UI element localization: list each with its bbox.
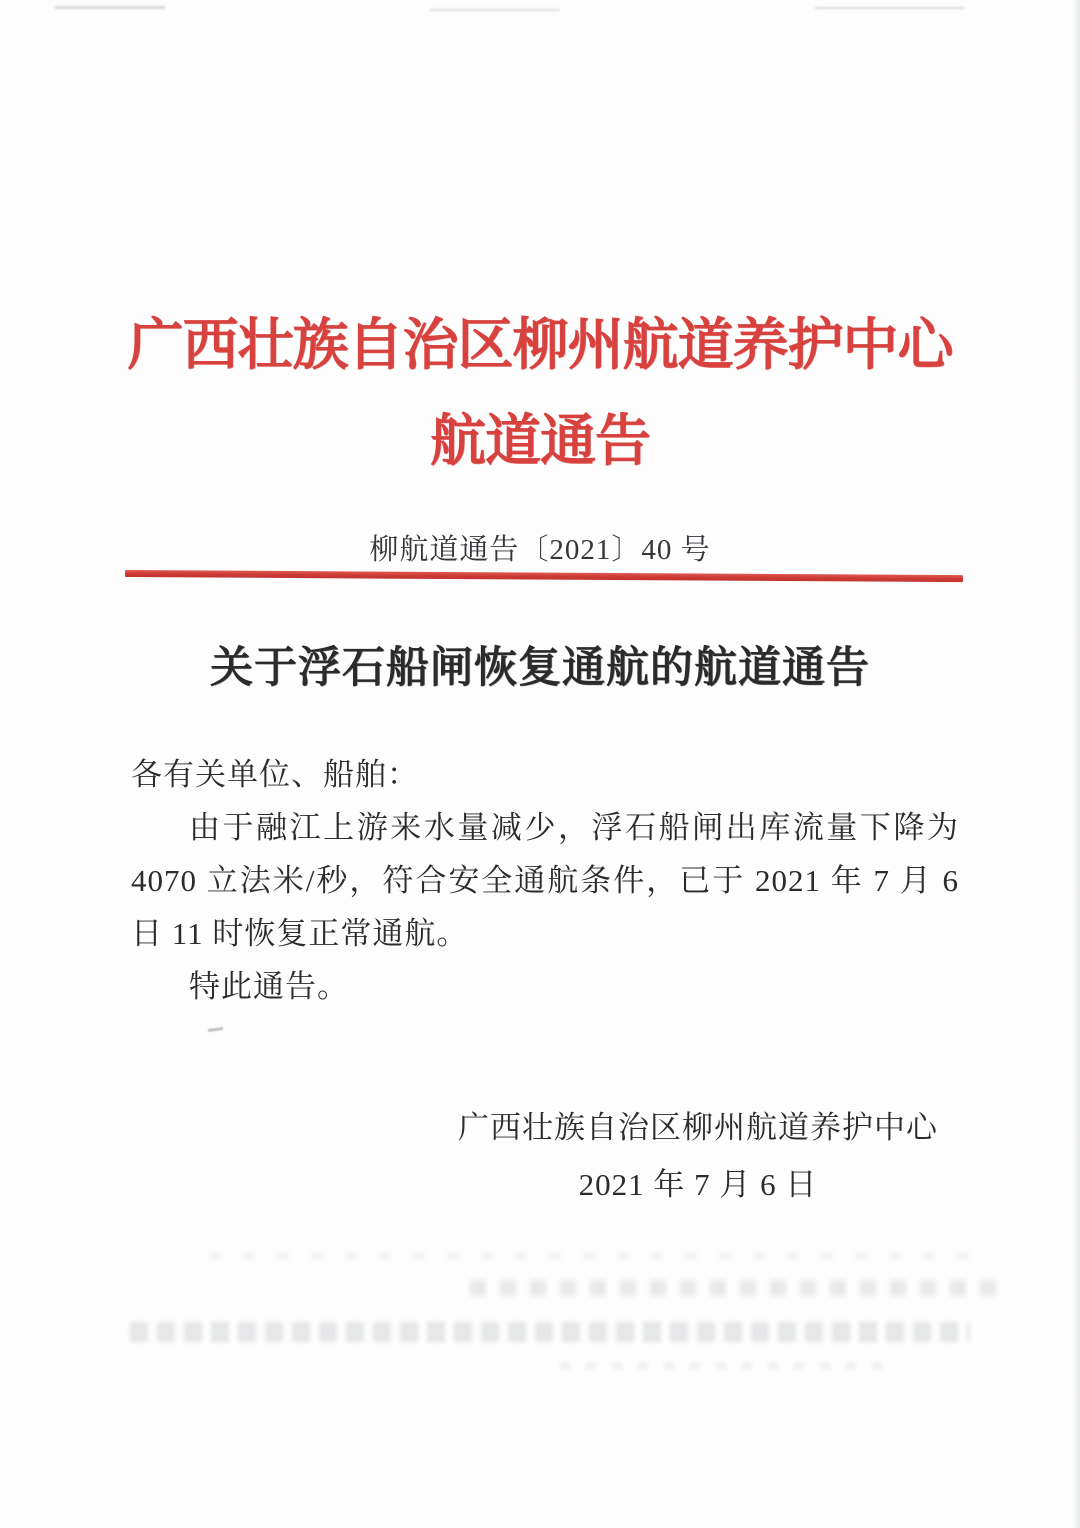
signature-block: [458, 1099, 938, 1213]
closing-line: 特此通告。: [189, 969, 349, 1004]
bleed-through-artifact: [210, 1253, 970, 1259]
body-paragraph: 由于融江上游来水量减少，浮石船闸出库流量下降为 4070 立法米/秒，符合安全通航条件，已于 2021 年 7 月 6 日 11 时恢复正常通航。: [131, 810, 959, 951]
org-title: [0, 298, 1080, 490]
red-divider: [125, 570, 963, 582]
org-title-line1: 广西壮族自治区柳州航道养护中心: [127, 315, 953, 377]
scan-artifact-dash: [208, 1027, 223, 1032]
scan-artifact-top: [815, 7, 965, 9]
org-title-line2: 航道通告: [430, 411, 650, 473]
doc-number: 柳航道通告〔2021〕40 号: [369, 534, 711, 566]
signature-date: 2021 年 7 月 6 日: [578, 1167, 818, 1202]
bleed-through-artifact: [130, 1322, 970, 1342]
notice-title: 关于浮石船闸恢复通航的航道通告: [210, 645, 870, 692]
bleed-through-artifact: [560, 1362, 890, 1369]
bleed-through-artifact: [470, 1280, 1010, 1296]
salutation: 各有关单位、船舶：: [131, 757, 419, 792]
scan-artifact-top: [55, 6, 165, 9]
notice-body: [131, 748, 959, 1013]
scan-artifact-top: [430, 9, 560, 11]
signature-org: 广西壮族自治区柳州航道养护中心: [458, 1110, 938, 1145]
scan-artifact-edge: [1073, 0, 1080, 1528]
